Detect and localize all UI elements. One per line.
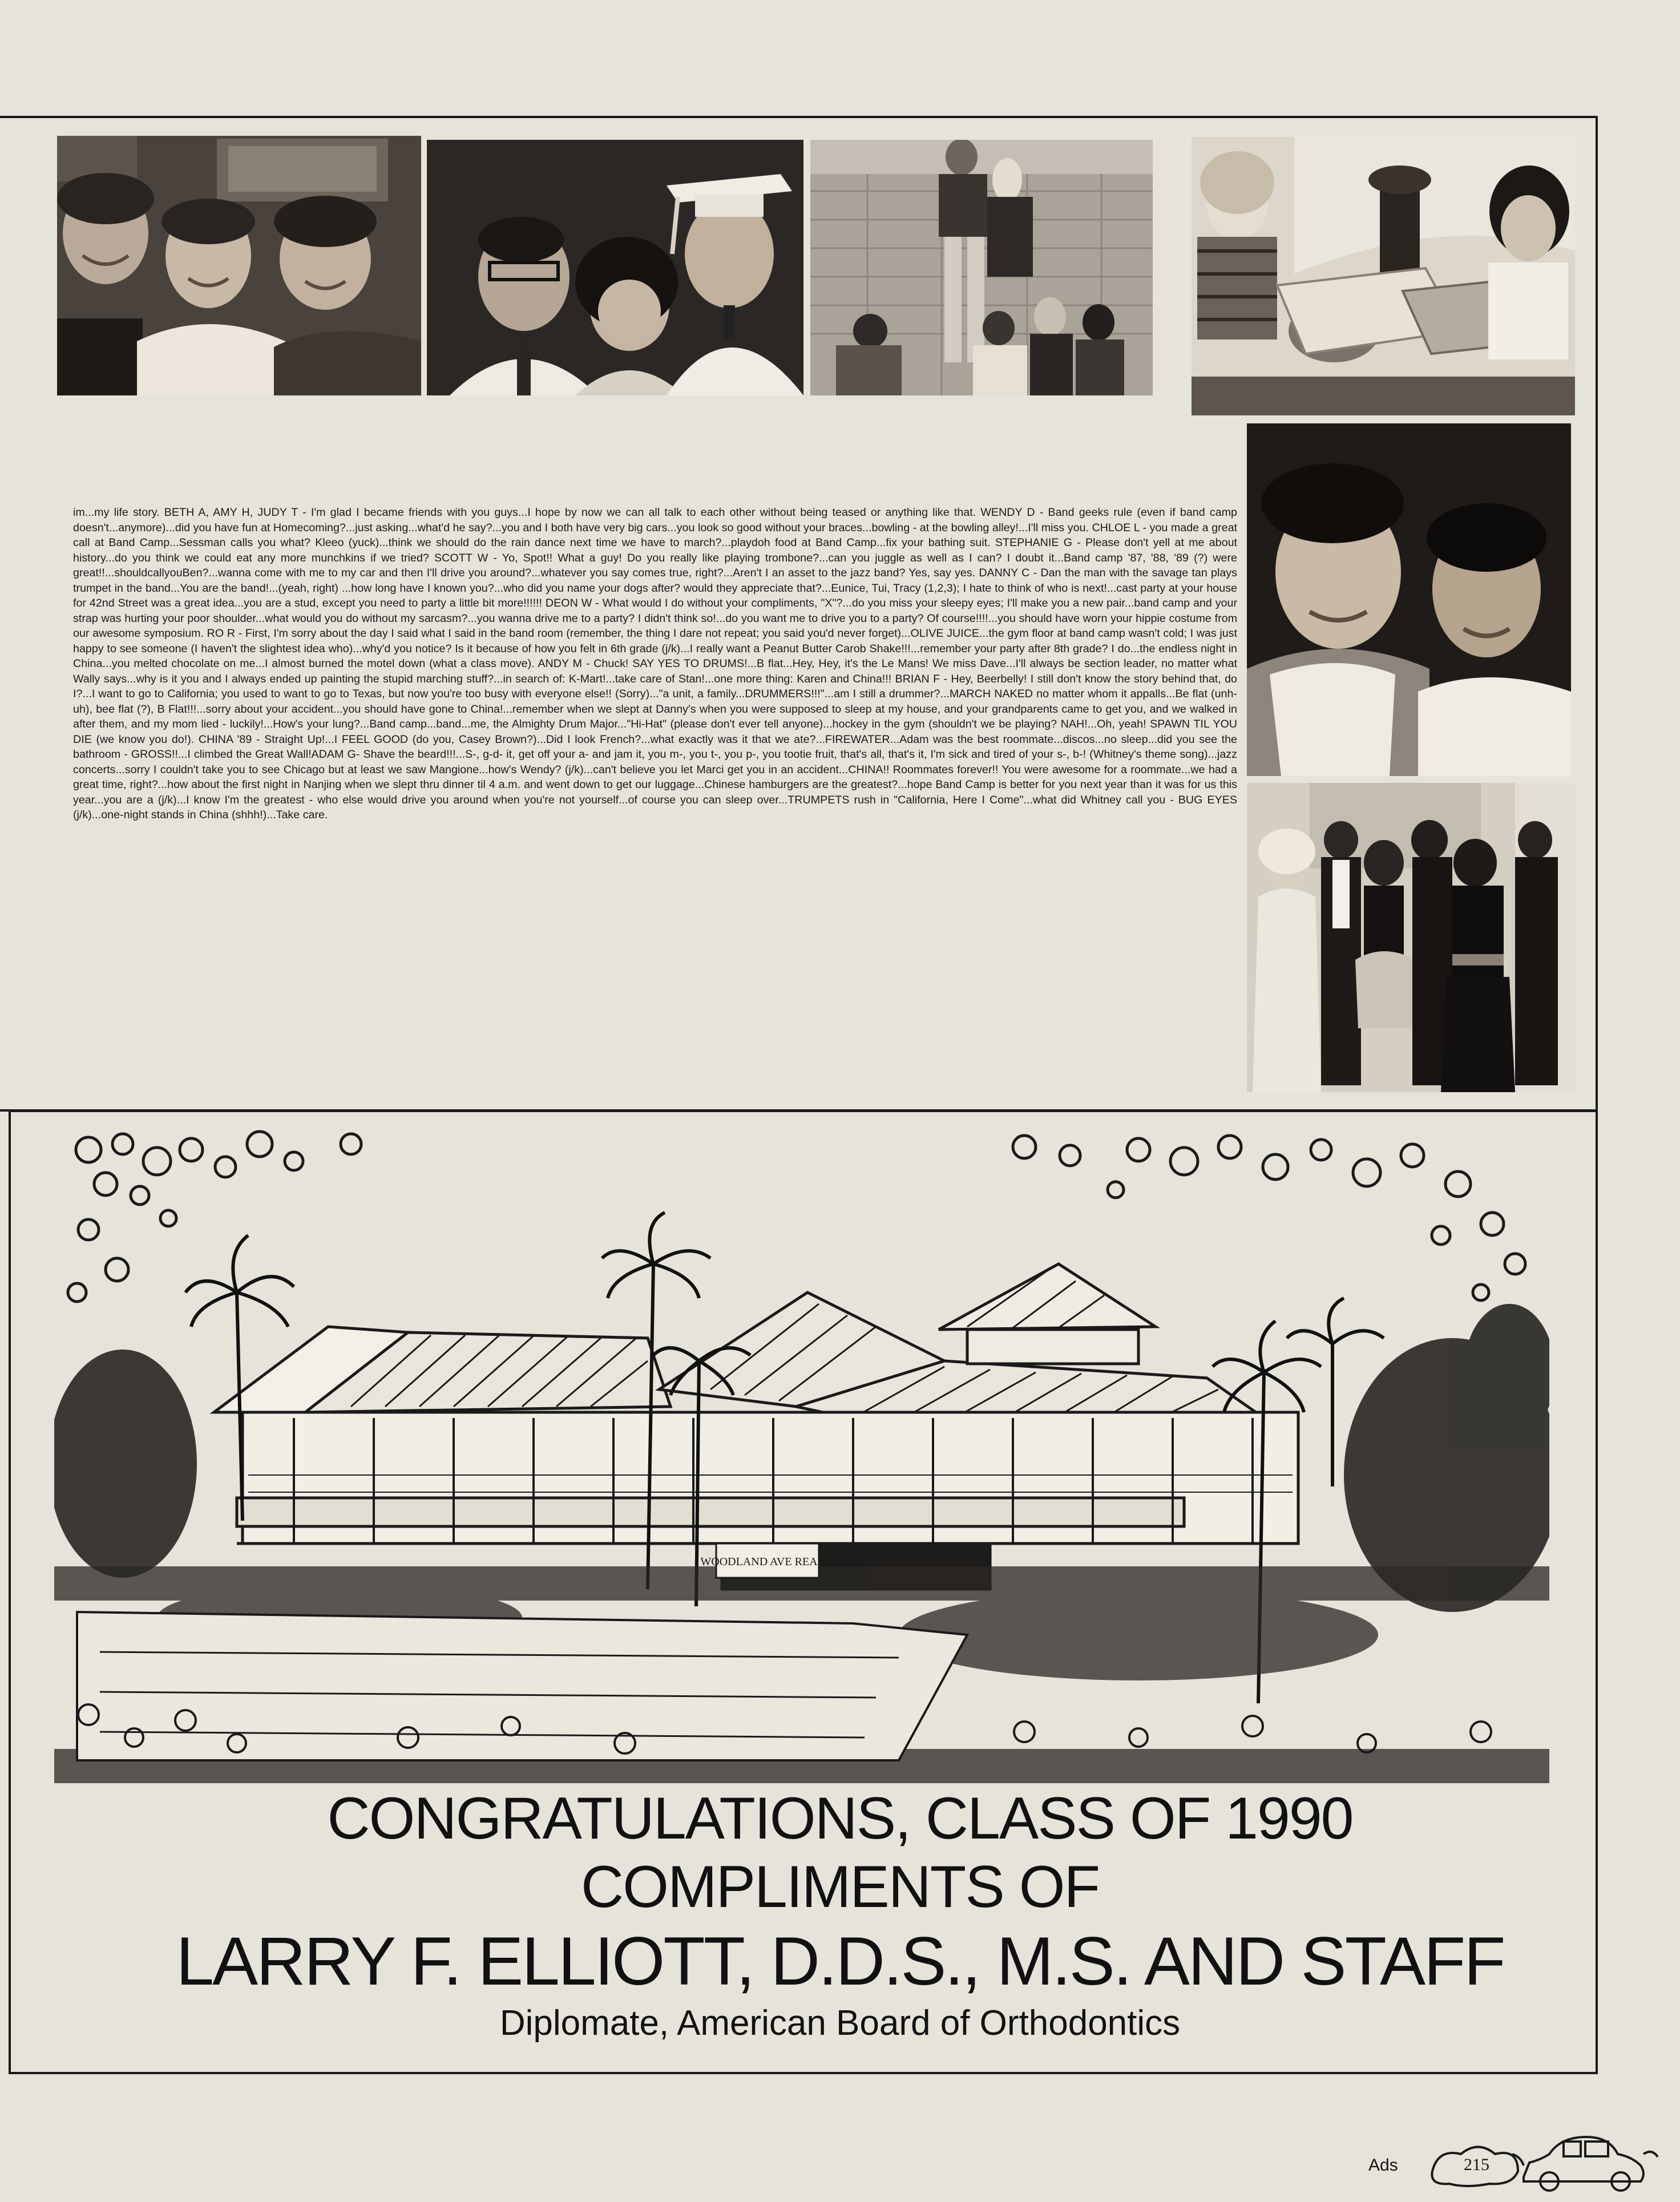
ad-congratulations: CONGRATULATIONS, CLASS OF 1990 — [327, 1785, 1353, 1852]
photo-prom-group — [1247, 783, 1575, 1092]
ad-compliments: COMPLIMENTS OF — [580, 1854, 1100, 1920]
photo-board-game — [1192, 137, 1575, 415]
foliage-top-right — [1013, 1136, 1525, 1300]
photo-graduation — [427, 140, 803, 395]
car-doodle-icon — [1427, 2131, 1666, 2194]
foliage-top-left — [68, 1132, 361, 1302]
page-number: 215 — [1464, 2155, 1489, 2174]
section-label: Ads — [1368, 2156, 1398, 2175]
building-illustration — [54, 1121, 1549, 1783]
ad-sponsor-name: LARRY F. ELLIOTT, D.D.S., M.S. AND STAFF — [176, 1923, 1504, 1999]
photo-group-outdoors — [810, 140, 1153, 395]
photo-two-guys — [1247, 423, 1571, 776]
photo-three-friends — [57, 136, 421, 395]
ad-credential: Diplomate, American Board of Orthodontics — [499, 2003, 1181, 2043]
article-text: im...my life story. BETH A, AMY H, JUDY T - I'm glad I became friends with you guys...I hope by now we can all talk to each other without being teased or anything like that. WENDY D - Band geeks rule (even if band camp doesn't...anymore)...did you have fun at Homecoming?...just asking...what'd he say?...you and I both have very big cars...you look so good without your braces...bowling - at the bowling alley!...I'll miss you. CHLOE L - you made a great call at Band Camp...Sessman calls you what? Kleeo (yuck)...think we should do the rain dance next time we have to march?...playdoh food at Band Camp...fix your bathing suit. STEPHANIE G - Please don't yell at me about history...do you think we could eat any more munchkins if we tried? SCOTT W - Yo, Spot!! What a guy! Do you really like playing trombone?...can you juggle as well as I can? I doubt it...Band camp '87, '88, '89 (?) were great!!...shouldcallyouBen?...wanna come with me to my car and then I'll drive you around?...whatever you say comes true, right?...Aren't I an asset to the jazz band? Yes, say yes. DANNY C - Dan the man with the savage tan plays trumpet in the band...You are the band!...(yeah, right) ...how long have I known you?...who did you name your dogs after? would they appreciate that?...Eunice, Tui, Tracy (1,2,3); I hate to think of who is next!...cast party at your house for 42nd Street was a great idea...you are a stud, except you need to party a little bit more!!!!!! DEON W - What would I do without your compliments, "X"?...do you miss your sleepy eyes; I'll make you a new pair...band camp and your strap was hurting your poor shoulder...what would you do without my sarcasm?...you wanna drive me to a party? I didn't think so!...do you want me to drive you to a party? Of course!!!!...you should have worn your hippie costume from our awesome symposium. RO R - First, I'm sorry about the day I said what I said in the band room (remember, the thing I dare not repeat; you said you'd never forget)...OLIVE JUICE...the gym floor at band camp wasn't cold; I was just happy to see someone (I haven't the slightest idea who)...why'd you notice? Is it because of how you felt in 6th grade (j/k)...I really want a Peanut Butter Carob Shake!!!...remember your party after 8th grade? I do...the endless night in China...you melted chocolate on me...I almost burned the motel down (what a class move). ANDY M - Chuck! SAY YES TO DRUMS!...B flat...Hey, Hey, it's the Le Mans! We miss Dave...I'll always be section leader, no matter what Wally says...why is it you and I always ended up painting the stupid marching stuff?...in search of: K-Mart!...take care of Stan!...one more thing: Karen and China!!! BRIAN F - Hey, Beerbelly! I still don't know the story behind that, do I?...I want to go to California; you used to want to go to Texas, but now you're too busy with everyone else!! (Sorry)..."a unit, a family...DRUMMERS!!!"...am I still a drummer?...MARCH NAKED no matter whom it appalls...Be flat (unh-uh), bee flat (?), B Flat!!!...sorry about your accident...you should have gone to China!...remember when we slept at Danny's when you were supposed to sleep at my house, and your grandparents came to get you, and we walked in after them, and my mom lied - luckily!...How's your lung?...Band camp...band...me, the Almighty Drum Major..."Hi-Hat" (please don't ever tell anyone)...hockey in the gym (shouldn't we be playing? NAH!...Oh, yeah! SPAWN TIL YOU DIE (we know you do!). CHINA '89 - Straight Up!...I FEEL GOOD (do you, Casey Brown?)...Did I look French?...what exactly was it that we ate?...FIREWATER...Adam was the best roommate...discos...no sleep...did you see the bathroom - GROSS!!...I climbed the Great Wall!ADAM G- Shave the beard!!!...S-, g-d- it, get off your a- and jam it, you m-, you t-, you p-, you tootie fruit, that's all, that's it, I'm sick and tired of your s-, b-! (Whitney's theme song)...jazz concerts...sorry I couldn't take you to see Chicago but at least we saw Mangione...how's Wendy? (j/k)...can't believe you let Marci get you in an accident...CHINA!! Roommates forever!! You were awesome for a roommate...we had a great time, right?...how about the first night in Nanjing when we slept thru dinner til 4 a.m. and went down to get our luggage...Chinese hamburgers are the greatest?...hope Band Camp is better for you next year than it was for us this year...you are a (j/k)...I know I'm the greatest - who else would drive you around when you're not yourself...of course you can sleep over...TRUMPETS rush in "California, Here I Come"...what did Whitney call you - BUG EYES (j/k)...one-night stands in China (shhh!)...Take care. — [73, 506, 1237, 821]
building-sign: WOODLAND AVE REALM — [700, 1555, 835, 1568]
